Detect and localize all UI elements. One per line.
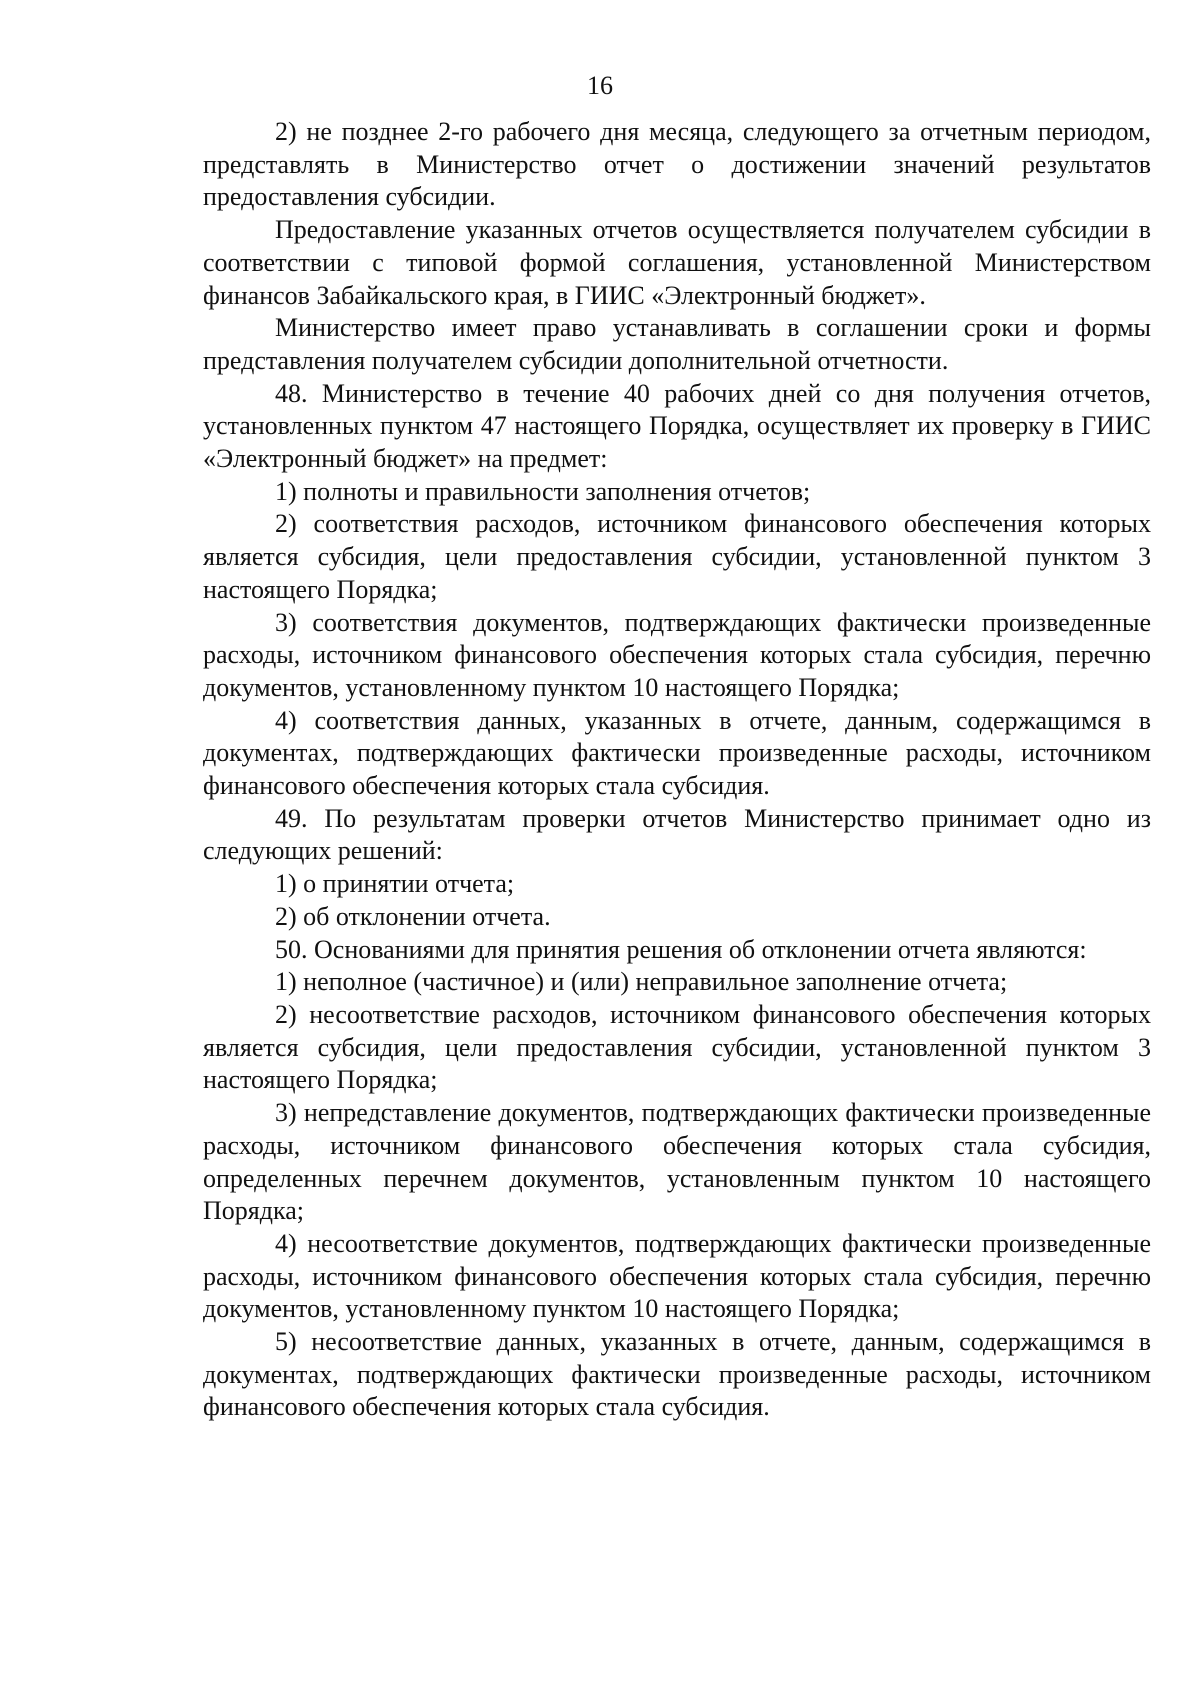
paragraph: 2) об отклонении отчета.	[275, 901, 551, 931]
page-number: 16	[587, 71, 613, 100]
paragraph: 2) не позднее 2-го рабочего дня месяца, следующего за отчетным периодом, представлять в Министерство отчет о достижении значений результатов предоставления субсидии.	[203, 117, 1151, 212]
paragraph: 49. По результатам проверки отчетов Министерство принимает одно из следующих решений:	[203, 803, 1151, 866]
paragraph: 5) несоответствие данных, указанных в отчете, данным, содержащимся в документах, подтверждающих фактически произведенные расходы, источником финансового обеспечения которых стала субсидия.	[203, 1327, 1151, 1422]
paragraph: 1) неполное (частичное) и (или) неправильное заполнение отчета;	[275, 967, 1008, 997]
paragraph: 1) полноты и правильности заполнения отчетов;	[275, 476, 811, 506]
paragraph: 50. Основаниями для принятия решения об отклонении отчета являются:	[275, 934, 1087, 964]
paragraph: 3) соответствия документов, подтверждающих фактически произведенные расходы, источником финансового обеспечения которых стала субсидия, перечню документов, установленному пунктом 10 настоящего Порядка;	[203, 607, 1151, 702]
paragraph: 1) о принятии отчета;	[275, 869, 515, 899]
document-body	[203, 116, 1151, 1424]
paragraph: 3) непредставление документов, подтверждающих фактически произведенные расходы, источником финансового обеспечения которых стала субсидия, определенных перечнем документов, установленным пунктом 10 настоящего Порядка;	[203, 1098, 1151, 1226]
paragraph: Предоставление указанных отчетов осуществляется получателем субсидии в соответствии с типовой формой соглашения, установленной Министерством финансов Забайкальского края, в ГИИС «Электронный бюджет».	[203, 215, 1151, 310]
paragraph: 4) соответствия данных, указанных в отчете, данным, содержащимся в документах, подтверждающих фактически произведенные расходы, источником финансового обеспечения которых стала субсидия.	[203, 705, 1151, 801]
paragraph: Министерство имеет право устанавливать в соглашении сроки и формы представления получателем субсидии дополнительной отчетности.	[203, 313, 1151, 375]
paragraph: 4) несоответствие документов, подтверждающих фактически произведенные расходы, источником финансового обеспечения которых стала субсидия, перечню документов, установленному пунктом 10 настоящего Порядка;	[203, 1228, 1151, 1324]
paragraph: 2) соответствия расходов, источником финансового обеспечения которых является субсидия, цели предоставления субсидии, установленной пунктом 3 настоящего Порядка;	[203, 509, 1151, 604]
paragraph: 48. Министерство в течение 40 рабочих дней со дня получения отчетов, установленных пунктом 47 настоящего Порядка, осуществляет их проверку в ГИИС «Электронный бюджет» на предмет:	[203, 378, 1151, 474]
paragraph: 2) несоответствие расходов, источником финансового обеспечения которых является субсидия, цели предоставления субсидии, установленной пунктом 3 настоящего Порядка;	[203, 999, 1151, 1095]
